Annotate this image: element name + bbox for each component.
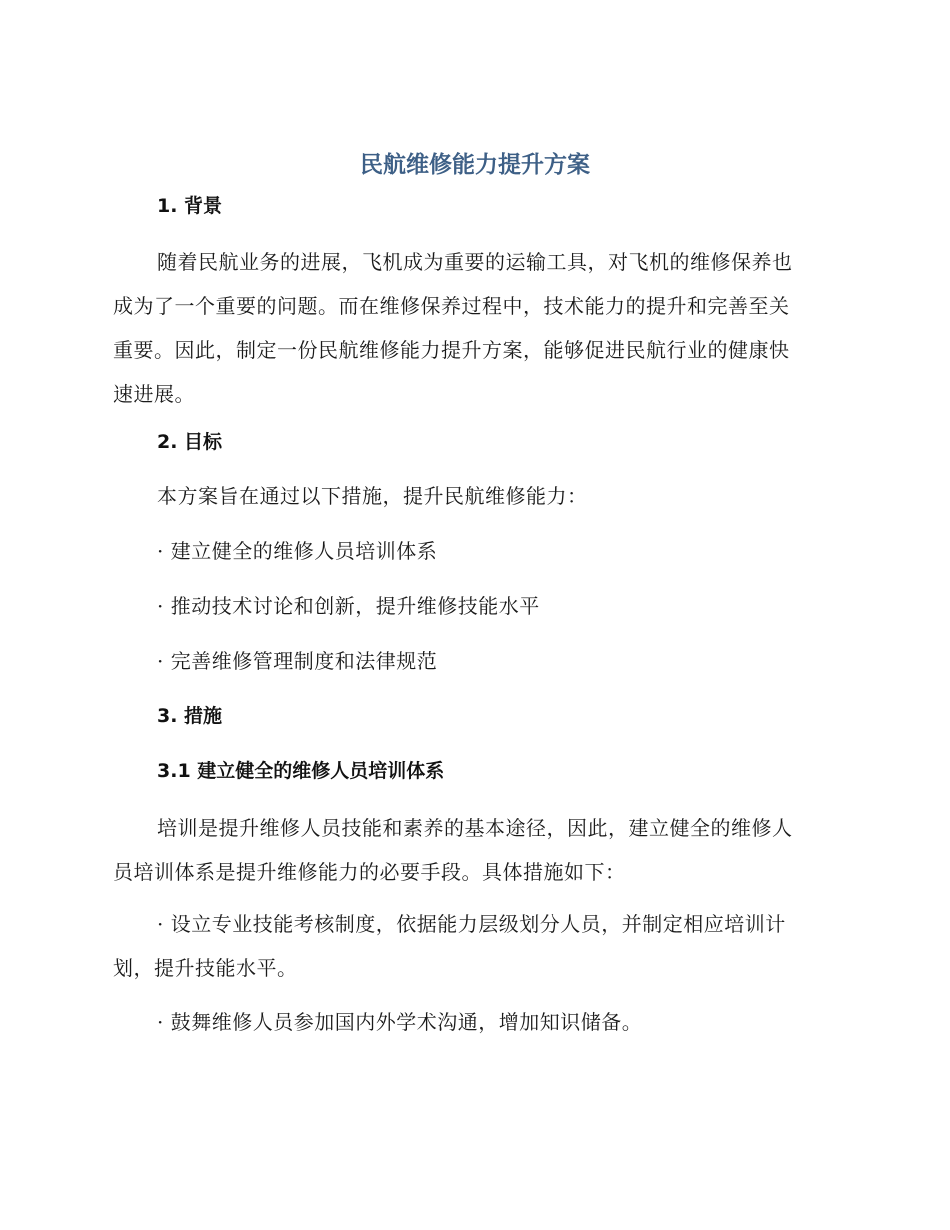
paragraph-line: 速进展。 — [113, 382, 195, 406]
section-heading-background: 1. 背景 — [157, 195, 223, 217]
training-bullet-exchange: · 鼓舞维修人员参加国内外学术沟通，增加知识储备。 — [157, 1010, 643, 1034]
goal-intro: 本方案旨在通过以下措施，提升民航维修能力： — [157, 484, 588, 508]
document-title: 民航维修能力提升方案 — [360, 152, 590, 178]
paragraph-line: 重要。因此，制定一份民航维修能力提升方案，能够促进民航行业的健康快 — [113, 338, 790, 362]
background-paragraph — [113, 240, 835, 416]
paragraph-line: 成为了一个重要的问题。而在维修保养过程中，技术能力的提升和完善至关 — [113, 294, 790, 318]
paragraph-line: 员培训体系是提升维修能力的必要手段。具体措施如下： — [113, 860, 626, 884]
training-paragraph — [113, 806, 835, 894]
goal-bullet: · 推动技术讨论和创新，提升维修技能水平 — [157, 594, 540, 618]
bullet-line: 划，提升技能水平。 — [113, 956, 298, 980]
bullet-line: · 设立专业技能考核制度，依据能力层级划分人员，并制定相应培训计 — [157, 912, 786, 936]
paragraph-line: 培训是提升维修人员技能和素养的基本途径，因此，建立健全的维修人 — [157, 816, 793, 840]
paragraph-line: 随着民航业务的进展，飞机成为重要的运输工具，对飞机的维修保养也 — [157, 250, 793, 274]
section-heading-goal: 2. 目标 — [157, 431, 223, 453]
goal-bullet: · 完善维修管理制度和法律规范 — [157, 649, 438, 673]
subsection-heading-training: 3.1 建立健全的维修人员培训体系 — [157, 760, 445, 782]
training-bullet-assessment — [113, 902, 835, 990]
goal-bullet: · 建立健全的维修人员培训体系 — [157, 539, 438, 563]
section-heading-measures: 3. 措施 — [157, 705, 223, 727]
